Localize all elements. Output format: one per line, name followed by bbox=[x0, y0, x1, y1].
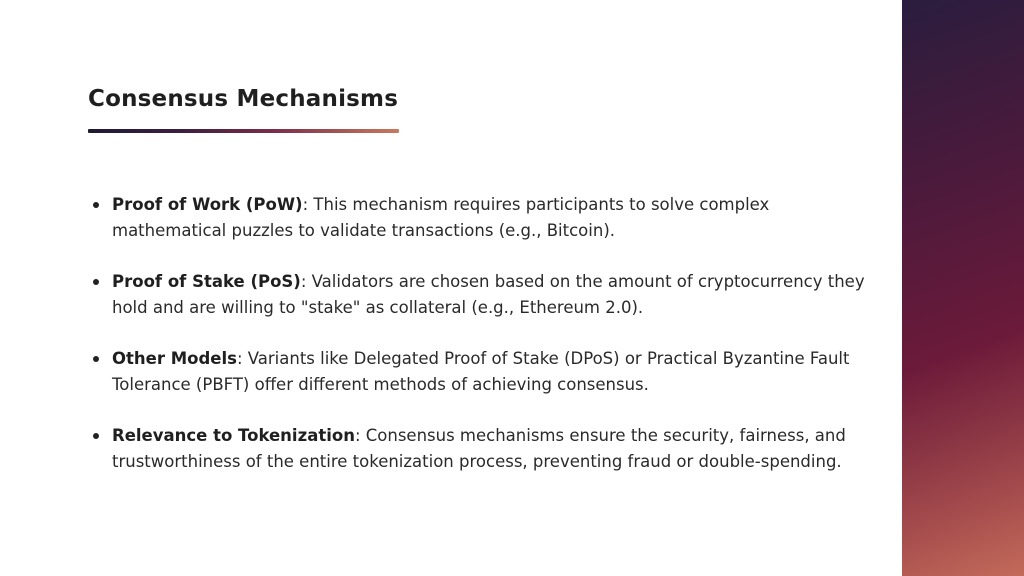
title-underline bbox=[88, 129, 399, 133]
bullet-text: : Consensus mechanisms ensure the security, fairness, and trustworthiness of the entire tokenization process, preventing fraud or double-spending. bbox=[112, 426, 846, 471]
bullet-dot-icon bbox=[93, 433, 99, 439]
bullet-list bbox=[92, 192, 882, 500]
bullet-relevance-to-tokenization bbox=[92, 423, 882, 474]
bullet-text: : This mechanism requires participants to solve complex mathematical puzzles to validate transactions (e.g., Bitcoin). bbox=[112, 195, 770, 240]
bullet-text: : Validators are chosen based on the amount of cryptocurrency they hold and are willing to "stake" as collateral (e.g., Ethereum 2.0). bbox=[112, 272, 865, 317]
decorative-side-panel bbox=[902, 0, 1024, 576]
bullet-dot-icon bbox=[93, 279, 99, 285]
bullet-other-models bbox=[92, 346, 882, 397]
bullet-proof-of-stake bbox=[92, 269, 882, 320]
slide-title: Consensus Mechanisms bbox=[88, 86, 399, 112]
bullet-term: Relevance to Tokenization bbox=[112, 426, 355, 445]
bullet-term: Proof of Work (PoW) bbox=[112, 195, 303, 214]
bullet-term: Proof of Stake (PoS) bbox=[112, 272, 301, 291]
bullet-text: : Variants like Delegated Proof of Stake (DPoS) or Practical Byzantine Fault Tolerance (PBFT) offer different methods of achieving consensus. bbox=[112, 349, 850, 394]
bullet-dot-icon bbox=[93, 202, 99, 208]
bullet-proof-of-work bbox=[92, 192, 882, 243]
bullet-term: Other Models bbox=[112, 349, 237, 368]
bullet-dot-icon bbox=[93, 356, 99, 362]
